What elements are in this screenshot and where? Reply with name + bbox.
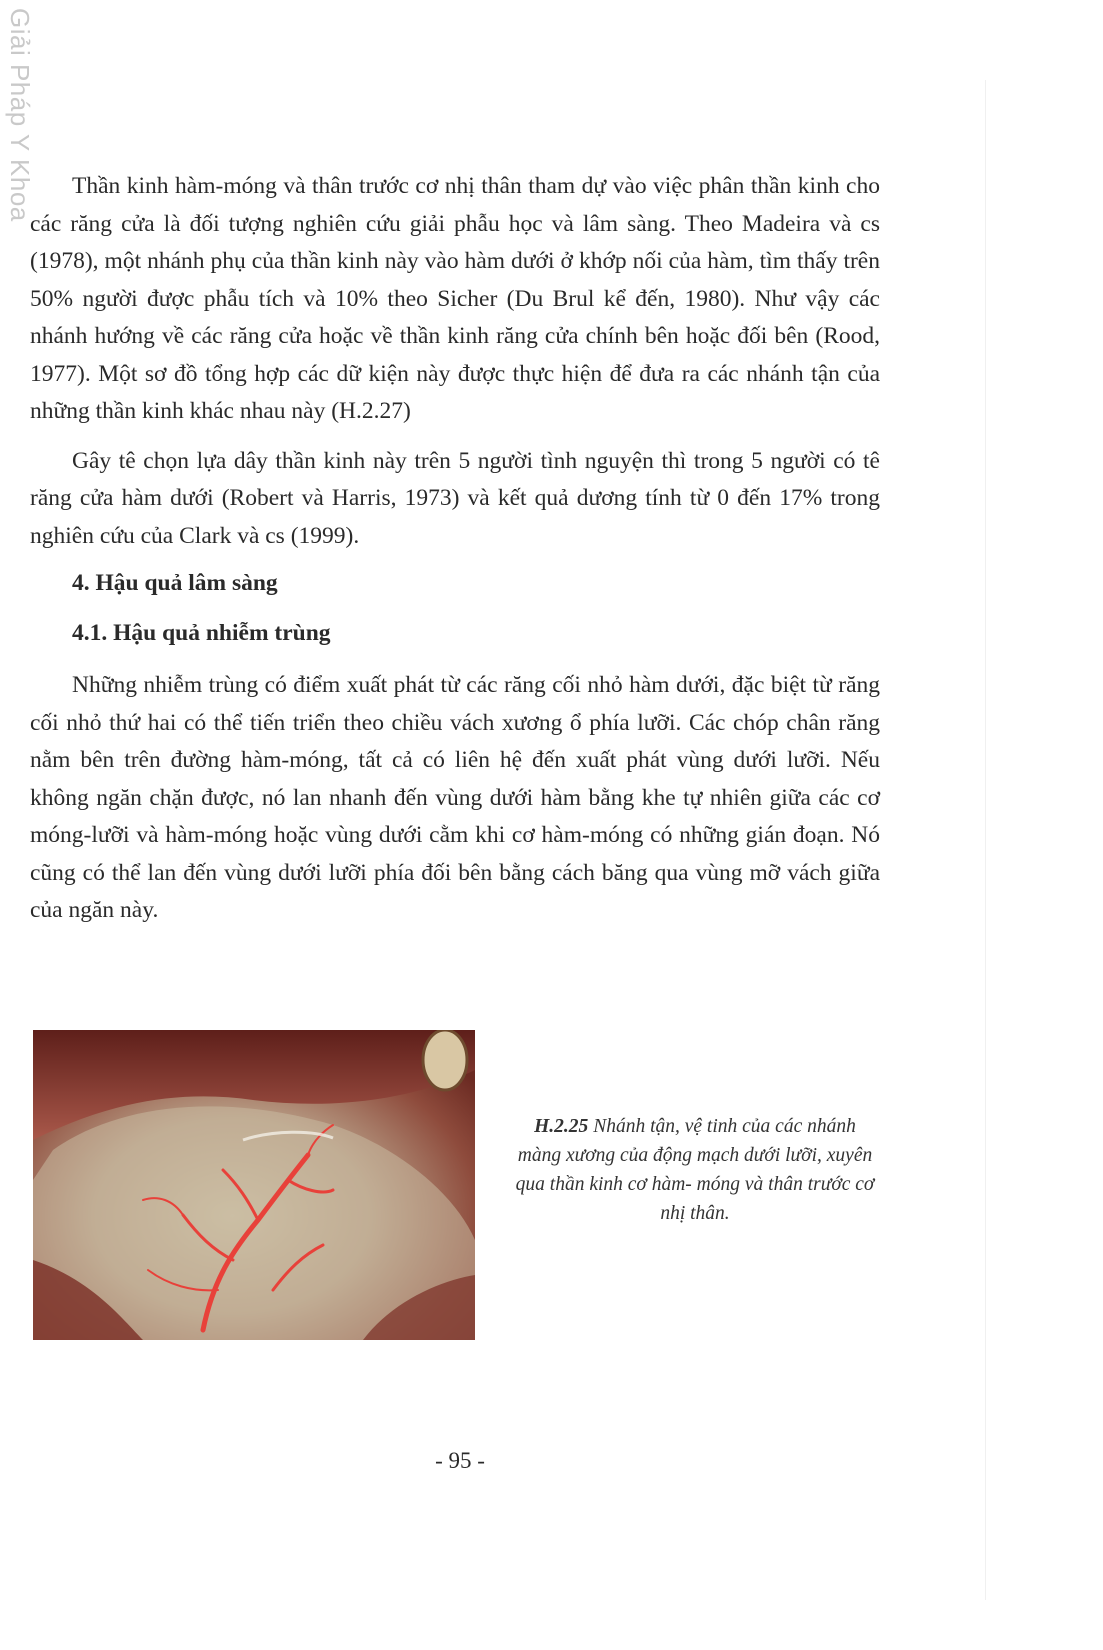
paragraph-3: Những nhiễm trùng có điểm xuất phát từ các răng cối nhỏ hàm dưới, đặc biệt từ răng cối nhỏ thứ hai có thể tiến triển theo chiều vách xương ổ phía lưỡi. Các chóp chân răng nằm bên trên đường hàm-móng, tất cả có liên hệ đến xuất phát vùng dưới lưỡi. Nếu không ngăn chặn được, nó lan nhanh đến vùng dưới hàm bằng khe tự nhiên giữa các cơ móng-lưỡi và hàm-móng hoặc vùng dưới cằm khi cơ hàm-móng có những gián đoạn. Nó cũng có thể lan đến vùng dưới lưỡi phía đối bên bằng cách băng qua vùng mỡ vách giữa của ngăn này. <box>30 672 880 923</box>
figure-caption-text: Nhánh tận, vệ tinh của các nhánh màng xương của động mạch dưới lưỡi, xuyên qua thần kinh cơ hàm- móng và thân trước cơ nhị thân. <box>515 1116 875 1224</box>
page-content <box>30 168 880 942</box>
page-number: - 95 - <box>435 1448 485 1473</box>
figure-caption <box>515 1112 875 1228</box>
subsection-heading: 4.1. Hậu quả nhiễm trùng <box>72 620 331 646</box>
figure-anatomy-photo <box>33 1030 475 1340</box>
paragraph-2: Gây tê chọn lựa dây thần kinh này trên 5 người tình nguyện thì trong 5 người có tê răng cửa hàm dưới (Robert và Harris, 1973) và kết quả dương tính từ 0 đến 17% trong nghiên cứu của Clark và cs (1999). <box>30 447 880 549</box>
figure-label: H.2.25 <box>534 1116 589 1137</box>
scan-edge-line <box>985 80 986 1600</box>
section-heading: 4. Hậu quả lâm sàng <box>72 570 278 596</box>
watermark: Giải Pháp Y Khoa <box>5 8 35 222</box>
anatomy-photo-icon <box>33 1030 475 1340</box>
paragraph-1: Thần kinh hàm-móng và thân trước cơ nhị thân tham dự vào việc phân thần kinh cho các răng cửa là đối tượng nghiên cứu giải phẫu học và lâm sàng. Theo Madeira và cs (1978), một nhánh phụ của thần kinh này vào hàm dưới ở khớp nối của hàm, tìm thấy trên 50% người được phẫu tích và 10% theo Sicher (Du Brul kể đến, 1980). Như vậy các nhánh hướng về các răng cửa hoặc về thần kinh răng cửa chính bên hoặc đối bên (Rood, 1977). Một sơ đồ tổng hợp các dữ kiện này được thực hiện để đưa ra các nhánh tận của những thần kinh khác nhau này (H.2.27) <box>30 173 880 424</box>
